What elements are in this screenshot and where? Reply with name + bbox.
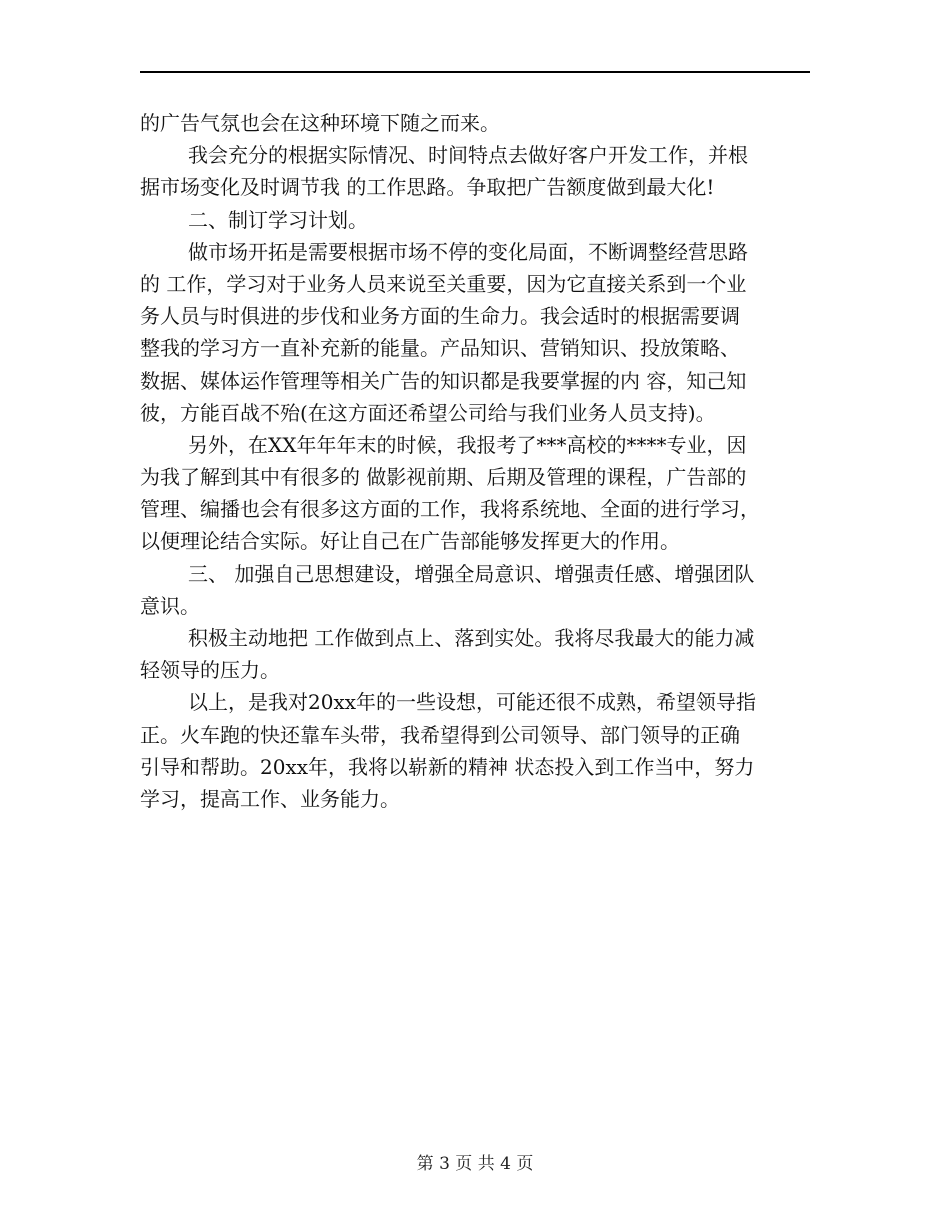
text-line: 另外，在XX年年年末的时候，我报考了***高校的****专业，因	[188, 432, 747, 457]
text-line: 的广告气氛也会在这种环境下随之而来。	[140, 111, 500, 135]
text-line: 务人员与时俱进的步伐和业务方面的生命力。我会适时的根据需要调	[140, 304, 740, 329]
header-rule	[140, 71, 810, 73]
document-body	[140, 107, 810, 815]
text-line: 我会充分的根据实际情况、时间特点去做好客户开发工作，并根	[188, 143, 748, 168]
section-heading: 三、 加强自己思想建设，增强全局意识、增强责任感、增强团队	[188, 561, 755, 586]
text-line: 以上，是我对20xx年的一些设想，可能还很不成熟，希望领导指	[188, 690, 757, 715]
text-line: 引导和帮助。20xx年，我将以崭新的精神 状态投入到工作当中，努力	[140, 754, 755, 779]
page-number-footer: 第 3 页 共 4 页	[416, 1154, 534, 1174]
text-line: 管理、编播也会有很多这方面的工作，我将系统地、全面的进行学习，	[140, 497, 760, 522]
text-line: 以便理论结合实际。好让自己在广告部能够发挥更大的作用。	[140, 529, 680, 554]
text-line: 数据、媒体运作管理等相关广告的知识都是我要掌握的内 容，知己知	[140, 368, 747, 393]
text-line: 学习，提高工作、业务能力。	[140, 786, 400, 811]
text-line: 正。火车跑的快还靠车头带，我希望得到公司领导、部门领导的正确	[140, 722, 740, 747]
text-line: 彼，方能百战不殆(在这方面还希望公司给与我们业务人员支持)。	[140, 400, 716, 425]
section-heading: 二、制订学习计划。	[188, 207, 368, 232]
text-line: 据市场变化及时调节我 的工作思路。争取把广告额度做到最大化!	[140, 175, 715, 200]
text-line: 为我了解到其中有很多的 做影视前期、后期及管理的课程，广告部的	[140, 465, 747, 490]
text-line: 积极主动地把 工作做到点上、落到实处。我将尽我最大的能力减	[188, 626, 755, 650]
text-line: 意识。	[140, 593, 200, 618]
text-line: 做市场开拓是需要根据市场不停的变化局面，不断调整经营思路	[188, 239, 748, 264]
text-line: 整我的学习方一直补充新的能量。产品知识、营销知识、投放策略、	[140, 336, 740, 361]
text-line: 轻领导的压力。	[140, 658, 280, 683]
text-line: 的 工作，学习对于业务人员来说至关重要，因为它直接关系到一个业	[140, 271, 747, 296]
